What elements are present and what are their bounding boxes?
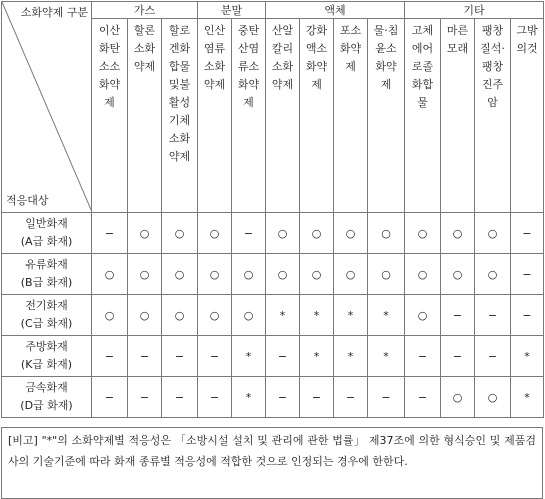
suitability-cell [441, 254, 475, 295]
suitability-mark: ○ [104, 308, 115, 322]
suitability-mark: − [417, 390, 428, 404]
table-row [2, 213, 544, 254]
fire-type-label: 일반화재 [25, 217, 68, 230]
suitability-mark: * [524, 349, 530, 363]
fire-type-label: 전기화재 [25, 299, 68, 312]
suitability-mark: ○ [417, 308, 428, 322]
suitability-mark: ○ [139, 267, 150, 281]
suitability-cell [300, 336, 334, 377]
suitability-cell [198, 254, 232, 295]
suitability-mark: − [487, 349, 498, 363]
suitability-mark: ○ [243, 267, 254, 281]
suitability-cell [368, 336, 405, 377]
suitability-cell [198, 336, 232, 377]
suitability-cell [405, 295, 441, 336]
suitability-mark: ○ [417, 226, 428, 240]
table-row [2, 295, 544, 336]
suitability-cell [232, 377, 266, 418]
corner-bottom-label: 적응대상 [6, 194, 49, 207]
column-header: 할로겐화합물및불활성기체소화약제 [162, 19, 198, 213]
suitability-mark: ○ [452, 226, 463, 240]
suitability-mark: ○ [381, 226, 391, 240]
suitability-mark: − [522, 308, 532, 322]
fire-type-label: 금속화재 [25, 381, 68, 394]
suitability-mark: ○ [345, 226, 356, 240]
suitability-cell [232, 336, 266, 377]
suitability-mark: * [279, 308, 286, 322]
suitability-cell [232, 295, 266, 336]
suitability-cell [266, 295, 300, 336]
suitability-cell [405, 254, 441, 295]
suitability-mark: ○ [139, 308, 150, 322]
fire-class-cell [2, 377, 92, 418]
table-body [2, 213, 544, 418]
suitability-cell [198, 295, 232, 336]
suitability-cell [441, 213, 475, 254]
suitability-mark: ○ [174, 308, 185, 322]
column-header: 마른모래 [441, 19, 475, 213]
suitability-mark: ○ [345, 267, 356, 281]
suitability-cell [92, 377, 128, 418]
column-header: 팽창질석·팽창진주암 [475, 19, 511, 213]
fire-class-label: (A급 화재) [20, 235, 73, 248]
column-header: 이산화탄소소화약제 [92, 19, 128, 213]
suitability-cell [368, 295, 405, 336]
suitability-mark: * [524, 390, 530, 404]
suitability-mark: ○ [243, 308, 254, 322]
suitability-mark: ○ [209, 226, 220, 240]
suitability-cell [334, 377, 368, 418]
suitability-cell [334, 336, 368, 377]
column-header: 할론소화약제 [128, 19, 162, 213]
fire-type-label: 유류화재 [25, 258, 68, 271]
suitability-cell [92, 213, 128, 254]
suitability-mark: * [245, 390, 252, 404]
suitability-mark: ○ [311, 267, 322, 281]
fire-class-cell [2, 254, 92, 295]
footnote: [비고] "*"의 소화약제별 적응성은 「소방시설 설치 및 관리에 관한 법률」 제37조에 의한 형식승인 및 제품검사의 기술기준에 따라 화재 종류별 적응성에 적합한 것으로 인정되는 경우에 한한다. [1, 427, 543, 499]
suitability-cell [300, 254, 334, 295]
suitability-cell [475, 295, 511, 336]
suitability-mark: − [487, 308, 498, 322]
suitability-mark: ○ [139, 226, 150, 240]
suitability-mark: − [277, 349, 288, 363]
suitability-mark: ○ [381, 267, 391, 281]
fire-class-cell [2, 336, 92, 377]
table-row [2, 377, 544, 418]
suitability-cell [92, 254, 128, 295]
suitability-cell [198, 213, 232, 254]
suitability-mark: ○ [209, 308, 220, 322]
suitability-cell [92, 295, 128, 336]
suitability-cell [511, 213, 544, 254]
suitability-cell [368, 213, 405, 254]
column-header: 중탄산염류소화약제 [232, 19, 266, 213]
suitability-mark: − [381, 390, 391, 404]
suitability-mark: * [245, 349, 252, 363]
corner-top-label: 소화약제 구분 [20, 6, 88, 19]
suitability-cell [300, 295, 334, 336]
suitability-mark: ○ [417, 267, 428, 281]
suitability-cell [128, 254, 162, 295]
suitability-cell [266, 336, 300, 377]
suitability-mark: − [452, 308, 463, 322]
suitability-cell [441, 336, 475, 377]
suitability-cell [162, 213, 198, 254]
suitability-cell [266, 254, 300, 295]
suitability-cell [334, 213, 368, 254]
suitability-mark: − [174, 349, 185, 363]
suitability-cell [405, 336, 441, 377]
table-row [2, 336, 544, 377]
suitability-mark: − [311, 390, 322, 404]
column-header: 그밖의것 [511, 19, 544, 213]
suitability-cell [405, 213, 441, 254]
column-header: 인산염류소화약제 [198, 19, 232, 213]
suitability-mark: * [347, 308, 354, 322]
group-header: 분말 [198, 2, 266, 19]
suitability-mark: − [345, 390, 356, 404]
suitability-cell [232, 213, 266, 254]
suitability-mark: − [139, 349, 150, 363]
suitability-cell [475, 213, 511, 254]
suitability-mark: * [313, 349, 320, 363]
suitability-cell [266, 213, 300, 254]
suitability-cell [511, 377, 544, 418]
suitability-cell [162, 336, 198, 377]
suitability-cell [128, 295, 162, 336]
suitability-mark: ○ [452, 267, 463, 281]
suitability-mark: ○ [174, 226, 185, 240]
suitability-cell [198, 377, 232, 418]
suitability-mark: ○ [277, 267, 288, 281]
suitability-mark: − [104, 226, 115, 240]
suitability-cell [441, 295, 475, 336]
table-row [2, 254, 544, 295]
suitability-cell [368, 254, 405, 295]
suitability-cell [266, 377, 300, 418]
suitability-mark: − [209, 349, 220, 363]
fire-class-label: (D급 화재) [20, 399, 73, 412]
suitability-mark: ○ [452, 390, 463, 404]
suitability-mark: ○ [487, 267, 498, 281]
column-header: 물·침윤소화약제 [368, 19, 405, 213]
suitability-mark: * [313, 308, 320, 322]
suitability-cell [128, 213, 162, 254]
suitability-mark: * [383, 349, 389, 363]
suitability-mark: − [174, 390, 185, 404]
fire-class-cell [2, 295, 92, 336]
suitability-mark: − [452, 349, 463, 363]
suitability-mark: − [104, 349, 115, 363]
column-header: 고체에어로졸화합물 [405, 19, 441, 213]
suitability-mark: − [522, 226, 532, 240]
suitability-mark: − [522, 267, 532, 281]
diagonal-divider [2, 2, 92, 212]
suitability-cell [334, 254, 368, 295]
suitability-mark: − [104, 390, 115, 404]
suitability-mark: − [209, 390, 220, 404]
suitability-cell [162, 295, 198, 336]
column-header: 강화액소화약제 [300, 19, 334, 213]
suitability-cell [128, 377, 162, 418]
suitability-mark: * [347, 349, 354, 363]
suitability-mark: ○ [311, 226, 322, 240]
suitability-cell [441, 377, 475, 418]
suitability-mark: ○ [487, 226, 498, 240]
suitability-cell [334, 295, 368, 336]
suitability-mark: * [383, 308, 389, 322]
suitability-cell [300, 377, 334, 418]
suitability-mark: ○ [209, 267, 220, 281]
suitability-mark: ○ [487, 390, 498, 404]
corner-header-cell [2, 2, 92, 213]
group-header: 액체 [266, 2, 405, 19]
suitability-cell [511, 336, 544, 377]
group-header: 기타 [405, 2, 544, 19]
suitability-cell [162, 377, 198, 418]
column-header: 포소화약제 [334, 19, 368, 213]
fire-class-label: (C급 화재) [20, 317, 73, 330]
suitability-cell [162, 254, 198, 295]
suitability-cell [128, 336, 162, 377]
fire-class-cell [2, 213, 92, 254]
suitability-cell [300, 213, 334, 254]
suitability-mark: ○ [277, 226, 288, 240]
group-header: 가스 [92, 2, 198, 19]
suitability-cell [232, 254, 266, 295]
suitability-cell [475, 377, 511, 418]
column-header: 산알칼리소화약제 [266, 19, 300, 213]
suitability-mark: − [417, 349, 428, 363]
suitability-mark: ○ [174, 267, 185, 281]
suitability-mark: − [243, 226, 254, 240]
suitability-cell [368, 377, 405, 418]
extinguishing-agent-table [1, 1, 544, 418]
suitability-cell [92, 336, 128, 377]
fire-class-label: (B급 화재) [20, 276, 73, 289]
suitability-cell [475, 254, 511, 295]
suitability-cell [511, 254, 544, 295]
suitability-cell [511, 295, 544, 336]
fire-class-label: (K급 화재) [20, 358, 73, 371]
suitability-mark: ○ [104, 267, 115, 281]
suitability-cell [405, 377, 441, 418]
fire-type-label: 주방화재 [25, 340, 68, 353]
suitability-cell [475, 336, 511, 377]
suitability-mark: − [139, 390, 150, 404]
suitability-mark: − [277, 390, 288, 404]
